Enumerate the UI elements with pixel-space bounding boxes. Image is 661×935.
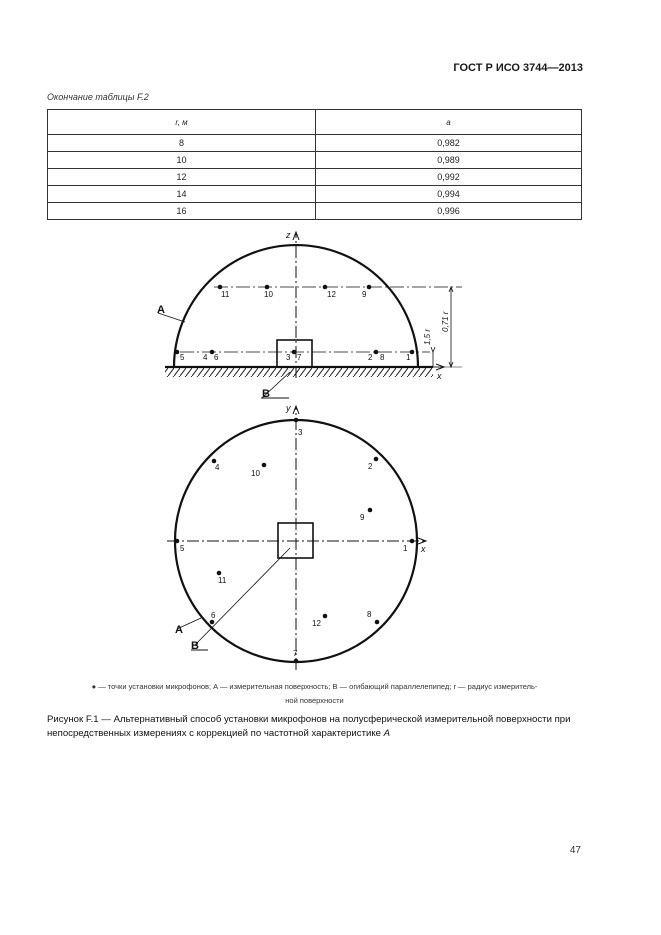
point-label: 9 — [362, 290, 367, 299]
point-label: 3 — [286, 353, 291, 362]
column-header-a: a — [316, 110, 582, 135]
column-header-r: r, м — [48, 110, 316, 135]
cell-a: 0,982 — [316, 135, 582, 152]
plan-view — [167, 406, 426, 670]
mic-point — [374, 350, 379, 355]
elevation-microphone-points — [175, 285, 415, 355]
point-label: 1 — [406, 353, 411, 362]
mic-point — [410, 539, 415, 544]
leader-b — [195, 548, 290, 645]
legend-line-1: ● — точки установки микрофонов; A — измерительная поверхность; B — огибающий параллелепипед; r — радиус измеритель- — [91, 682, 538, 691]
mic-point — [323, 614, 328, 619]
point-label: 3 — [298, 428, 303, 437]
elevation-view — [158, 232, 462, 398]
figure-caption-emphasis: A — [383, 728, 391, 739]
point-label: 7 — [293, 649, 298, 658]
mic-point — [323, 285, 328, 290]
mic-point — [374, 457, 379, 462]
point-label: 8 — [367, 610, 372, 619]
cell-a: 0,989 — [316, 152, 582, 169]
point-label: 11 — [218, 576, 227, 585]
mic-point — [175, 539, 180, 544]
cell-a: 0,996 — [316, 203, 582, 220]
label-a: A — [175, 624, 183, 636]
point-label: 11 — [221, 290, 230, 299]
mic-point — [292, 350, 297, 355]
label-a: A — [157, 304, 165, 316]
x-axis-label: x — [421, 544, 426, 554]
point-label: 12 — [327, 290, 336, 299]
dim-label-0-71r: 0,71 r — [441, 311, 450, 332]
point-label: 7 — [297, 353, 302, 362]
point-label: 10 — [251, 469, 260, 478]
point-label: 5 — [180, 544, 185, 553]
point-label: 12 — [312, 619, 321, 628]
cell-r: 12 — [48, 169, 316, 186]
z-axis-label: z — [286, 230, 291, 240]
cell-a: 0,992 — [316, 169, 582, 186]
cell-r: 16 — [48, 203, 316, 220]
mic-point — [367, 285, 372, 290]
y-axis-label: y — [286, 403, 291, 413]
mic-point — [218, 285, 223, 290]
standard-designation: ГОСТ Р ИСО 3744—2013 — [453, 62, 583, 74]
mic-point — [262, 463, 267, 468]
mic-point — [294, 418, 299, 423]
label-b: B — [191, 640, 199, 652]
mic-point — [375, 620, 380, 625]
point-label: 6 — [214, 353, 219, 362]
point-label: 9 — [360, 513, 365, 522]
x-axis-label: x — [437, 371, 442, 381]
mic-point — [217, 571, 222, 576]
point-label: 10 — [264, 290, 273, 299]
point-label: 1 — [403, 544, 408, 553]
mic-point — [175, 350, 180, 355]
cell-r: 10 — [48, 152, 316, 169]
cell-r: 8 — [48, 135, 316, 152]
page-number: 47 — [569, 845, 581, 856]
point-label: 2 — [368, 353, 373, 362]
point-label: 6 — [211, 611, 216, 620]
point-label: 2 — [368, 462, 373, 471]
point-label: 4 — [215, 463, 220, 472]
mic-point — [368, 508, 373, 513]
figure-caption-text: Рисунок F.1 — Альтернативный способ установки микрофонов на полусферической измерительной поверхности при непосредственных измерениях с коррекцией по частотной характеристике — [47, 714, 571, 739]
ground-hatching — [165, 368, 433, 377]
table-caption: Окончание таблицы F.2 — [47, 92, 149, 102]
figure-caption — [47, 713, 587, 741]
point-label: 8 — [380, 353, 385, 362]
figure-legend — [47, 680, 582, 708]
legend-line-2: ной поверхности — [285, 696, 344, 705]
label-b: B — [262, 388, 270, 400]
point-label: 5 — [180, 353, 185, 362]
mic-point — [265, 285, 270, 290]
mic-point — [210, 620, 215, 625]
cell-r: 14 — [48, 186, 316, 203]
point-label: 4 — [203, 353, 208, 362]
cell-a: 0,994 — [316, 186, 582, 203]
dim-label-1-5r: 1,5 r — [423, 328, 432, 345]
mic-point — [294, 659, 299, 664]
